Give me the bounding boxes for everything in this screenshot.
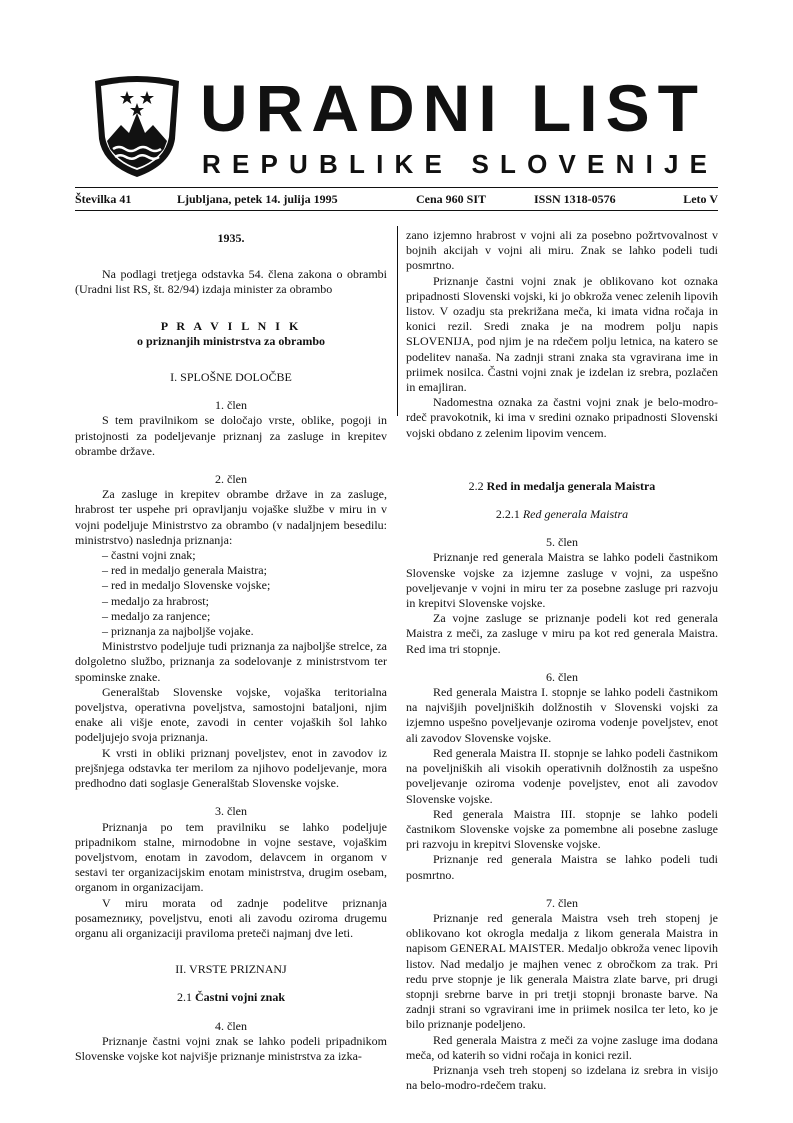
article-paragraph: S tem pravilnikom se določajo vrste, oblike, pogoji in pristojnosti za podeljevanje priznanj za zasluge in krepitev obrambe države. bbox=[75, 413, 387, 458]
article-paragraph: Nadomestna oznaka za častni vojni znak je belo-modro-rdeč pravokotnik, ki ima v sredini oznako pripadnosti Slovenski vojski obdano z zelenim lipovim vencem. bbox=[406, 395, 718, 440]
article-heading: 4. člen bbox=[215, 1018, 247, 1033]
article-heading: 3. člen bbox=[215, 804, 247, 819]
masthead-title: URADNI LIST bbox=[200, 71, 706, 145]
list-item: – priznanja za najboljše vojake. bbox=[102, 624, 254, 639]
list-item: – častni vojni znak; bbox=[102, 548, 196, 563]
article-heading: 2. člen bbox=[215, 472, 247, 487]
article-paragraph: Priznanje red generala Maistra se lahko podeli tudi posmrtno. bbox=[406, 852, 718, 882]
article-heading: 1. člen bbox=[215, 398, 247, 413]
chapter-heading: I. SPLOŠNE DOLOČBE bbox=[170, 370, 292, 385]
issue-info-bar bbox=[75, 191, 718, 207]
subsection-title: Red generala Maistra bbox=[522, 507, 629, 522]
masthead-subtitle: REPUBLIKE SLOVENIJE bbox=[202, 149, 719, 179]
article-paragraph: Priznanje red generala Maistra vseh treh stopenj je oblikovano kot okrogla medalja z likom generala Maistra in napisom GENERAL MAISTER. Medaljo obkroža venec lipovih listov. Nad medaljo je majhen venec z obročkom za trak. Pri redu prve stopnje je lik generala Maistra zlate barve, pri drugi stopnji srebrne barve in pri tretji stopnji bronaste barve. Na zadnji strani so vgravirani ime in priimek nosilca ter leto, ko je bilo priznanje podeljeno. bbox=[406, 910, 718, 1032]
place-date: Ljubljana, petek 14. julija 1995 bbox=[177, 192, 338, 206]
article-paragraph: Priznanja po tem pravilniku se lahko podeljuje pripadnikom stalne, mirnodobne in vojne sestave, vojaškim poveljstvom, enotam in zavodom, delavcem in organom v sestavi ter organizacijskim enotam ministrstva, drugim osebam, organom in organizacijam. bbox=[75, 819, 387, 895]
section-heading bbox=[75, 990, 387, 1005]
article-paragraph: Red generala Maistra I. stopnje se lahko podeli častnikom na najvišjih poveljniških dolžnostih v Slovenski vojski za izjemno uspešno poveljevanje oziroma vodenje poveljstev, enot ali zavodov Slovenske vojske. bbox=[406, 685, 718, 745]
issue-number: Številka 41 bbox=[75, 192, 132, 206]
left-column bbox=[75, 228, 387, 1064]
list-item: – red in medaljo generala Maistra; bbox=[102, 563, 267, 578]
list-item: – medaljo za hrabrost; bbox=[102, 593, 209, 608]
column-divider bbox=[397, 226, 398, 416]
article-paragraph: Za vojne zasluge se priznanje podeli kot red generala Maistra z meči, za zasluge v miru pa kot red generala Maistra. Red ima tri stopnje. bbox=[406, 611, 718, 656]
article-paragraph: Red generala Maistra z meči za vojne zasluge ima dodana meča, od katerih so vidni ročaja in konici rezil. bbox=[406, 1032, 718, 1062]
subsection-number: 2.2.1 bbox=[495, 507, 520, 522]
section-title: Častni vojni znak bbox=[194, 990, 286, 1005]
article-heading: 5. člen bbox=[546, 535, 578, 550]
article-paragraph: Ministrstvo podeljuje tudi priznanja za najboljše strelce, za dolgoletno službo, priznanja za sodelovanje z ministrstvom ter spominske znake. bbox=[75, 639, 387, 684]
article-paragraph: K vrsti in obliki priznanj poveljstev, enot in zavodov iz prejšnjega odstavka ter merilom za njihovo podeljevanje, mora predhodno dati soglasje Generalštab Slovenske vojske. bbox=[75, 745, 387, 791]
coat-of-arms-icon bbox=[91, 73, 183, 179]
article-heading: 7. člen bbox=[546, 895, 578, 910]
subsection-heading bbox=[406, 507, 718, 522]
header-rule-top bbox=[75, 187, 718, 188]
issn: ISSN 1318-0576 bbox=[534, 192, 616, 206]
volume-year: Leto V bbox=[683, 192, 718, 206]
list-item: – medaljo za ranjence; bbox=[102, 608, 211, 623]
header-rule-bottom bbox=[75, 210, 718, 211]
article-paragraph: Generalštab Slovenske vojske, vojaška teritorialna poveljstva, operativna poveljstva, samostojni bataljoni, njim enake ali višje enote, zavodi in center vojaških šol lahko podeljujejo svoja priznanja. bbox=[75, 684, 387, 745]
document-title: P R A V I L N I K bbox=[160, 318, 302, 333]
article-paragraph: V miru morata od zadnje podelitve priznanja posameznику, poveljstvu, enoti ali zavodu oziroma drugemu organu ali organizaciji praviloma preteči najmanj dve leti. bbox=[75, 895, 387, 940]
list-item: – red in medaljo Slovenske vojske; bbox=[102, 578, 271, 593]
price: Cena 960 SIT bbox=[416, 192, 487, 206]
section-number: 2.2 bbox=[468, 478, 484, 493]
section-heading bbox=[406, 479, 718, 494]
act-number: 1935. bbox=[217, 231, 245, 245]
section-number: 2.1 bbox=[176, 990, 192, 1005]
article-paragraph: zano izjemno hrabrost v vojni ali za posebno požrtvovalnost v bojnih akcijah v vojni ali miru. Znak se lahko podeli tudi posmrtno. bbox=[406, 228, 718, 273]
right-column bbox=[406, 228, 718, 1093]
article-paragraph: Red generala Maistra III. stopnje se lahko podeli častnikom Slovenske vojske za pomembne ali posebne zasluge pri razvoju in krepitvi Slovenske vojske. bbox=[406, 806, 718, 852]
article-paragraph: Red generala Maistra II. stopnje se lahko podeli častnikom na poveljniških ali visokih operativnih dolžnostih za uspešno poveljevanje oziroma vodenje poveljstev, enot ali zavodov Slovenske vojske. bbox=[406, 745, 718, 806]
article-heading: 6. člen bbox=[546, 669, 578, 684]
section-title: Red in medalja generala Maistra bbox=[486, 478, 656, 493]
article-paragraph: Za zasluge in krepitev obrambe države in za zasluge, hrabrost ter uspehe pri opravljanju vojaške službe v miru in v vojni podeljuje Ministrstvo za obrambo (v nadaljnjem besedilu: ministrstvo) naslednja priznanja: bbox=[75, 487, 387, 547]
article-paragraph: Priznanje častni vojni znak se lahko podeli pripadnikom Slovenske vojske kot najvišje priznanje ministrstva za izka- bbox=[75, 1033, 387, 1063]
article-paragraph: Priznanje častni vojni znak je oblikovano kot oznaka pripadnosti Slovenski vojski, ki jo obkroža venec zelenih lipovih listov. V ozadju sta prekrižana meča, ki imata vidna ročaja in konici rezil. Sredi znaka je na modrem polju napis SLOVENIJA, pod njim je na rdečem polju letnica, na katero se podelitev nanaša. Na zadnji strani znaka sta vgravirana ime in priimek nosilca. Častni vojni znak je izdelan iz srebra, pozlačen in emajliran. bbox=[406, 273, 718, 395]
document-subtitle: o priznanjih ministrstva za obrambo bbox=[136, 333, 325, 348]
chapter-heading: II. VRSTE PRIZNANJ bbox=[175, 962, 287, 977]
article-paragraph: Priznanje red generala Maistra se lahko podeli častnikom Slovenske vojske za izjemne zasluge v vojni, za uspešno poveljevanje v vojni in miru ter za posebne zasluge pri razvoju in krepitvi Slovenske vojske. bbox=[406, 550, 718, 611]
article-paragraph: Priznanja vseh treh stopenj so izdelana iz srebra in visijo na belo-modro-rdečem traku. bbox=[406, 1062, 718, 1093]
preamble: Na podlagi tretjega odstavka 54. člena zakona o obrambi (Uradni list RS, št. 82/94) izdaja minister za obrambo bbox=[75, 267, 387, 297]
